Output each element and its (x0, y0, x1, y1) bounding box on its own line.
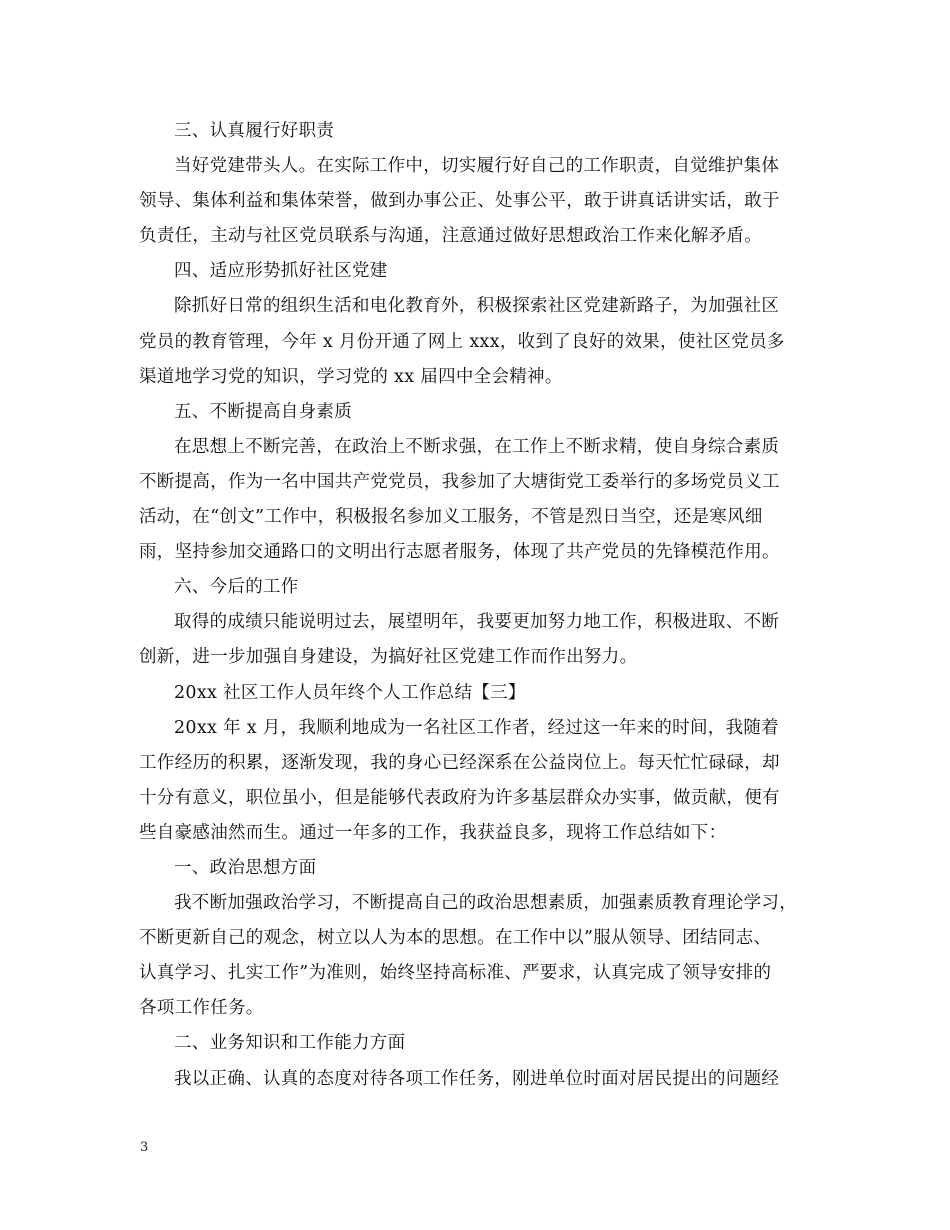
text-line: 除抓好日常的组织生活和电化教育外，积极探索社区党建新路子，为加强社区 (174, 296, 780, 317)
text-line: 些自豪感油然而生。通过一年多的工作，我获益良多，现将工作总结如下： (139, 822, 727, 843)
text-line: 二、业务知识和工作能力方面 (174, 1033, 406, 1054)
text-line: 四、适应形势抓好社区党建 (174, 261, 388, 282)
text-line: 十分有意义，职位虽小，但是能够代表政府为许多基层群众办实事，做贡献，便有 (139, 787, 780, 808)
text-line: 在思想上不断完善，在政治上不断求强，在工作上不断求精，使自身综合素质 (174, 436, 780, 457)
text-line: 认真学习、扎实工作”为准则，始终坚持高标准、严要求，认真完成了领导安排的 (139, 963, 772, 984)
text-line: 各项工作任务。 (139, 998, 264, 1019)
text-line: 活动，在“创文”工作中，积极报名参加义工服务，不管是烈日当空，还是寒风细 (139, 507, 763, 528)
text-line: 三、认真履行好职责 (174, 121, 335, 141)
text-line: 取得的成绩只能说明过去，展望明年，我要更加努力地工作，积极进取、不断 (174, 612, 780, 633)
text-line: 六、今后的工作 (174, 577, 299, 598)
text-line: 负责任，主动与社区党员联系与沟通，注意通过做好思想政治工作来化解矛盾。 (139, 226, 762, 247)
text-line: 不断更新自己的观念，树立以人为本的思想。在工作中以”服从领导、团结同志、 (139, 928, 772, 949)
text-line: 20xx 年 x 月，我顺利地成为一名社区工作者，经过这一年来的时间，我随着 (174, 717, 779, 738)
text-line: 工作经历的积累，逐渐发现，我的身心已经深系在公益岗位上。每天忙忙碌碌，却 (139, 752, 780, 773)
text-line: 20xx 社区工作人员年终个人工作总结【三】 (174, 682, 526, 703)
page-number: 3 (140, 1140, 149, 1155)
text-line: 不断提高，作为一名中国共产党党员，我参加了大塘街党工委举行的多场党员义工 (139, 471, 780, 492)
text-line: 我不断加强政治学习，不断提高自己的政治思想素质，加强素质教育理论学习， (174, 893, 797, 914)
text-line: 五、不断提高自身素质 (174, 401, 352, 422)
text-line: 渠道地学习党的知识，学习党的 xx 届四中全会精神。 (139, 366, 563, 387)
text-line: 一、政治思想方面 (174, 857, 317, 878)
text-line: 当好党建带头人。在实际工作中，切实履行好自己的工作职责，自觉维护集体 (174, 156, 780, 177)
document-body (139, 114, 815, 1097)
text-line: 雨，坚持参加交通路口的文明出行志愿者服务，体现了共产党员的先锋模范作用。 (139, 542, 780, 563)
text-line: 党员的教育管理，今年 x 月份开通了网上 xxx，收到了良好的效果，使社区党员多 (139, 331, 785, 352)
text-line: 我以正确、认真的态度对待各项工作任务，刚进单位时面对居民提出的问题经 (174, 1068, 780, 1089)
text-line: 创新，进一步加强自身建设，为搞好社区党建工作而作出努力。 (139, 647, 638, 668)
text-line: 领导、集体利益和集体荣誉，做到办事公正、处事公平，敢于讲真话讲实话，敢于 (139, 191, 780, 212)
